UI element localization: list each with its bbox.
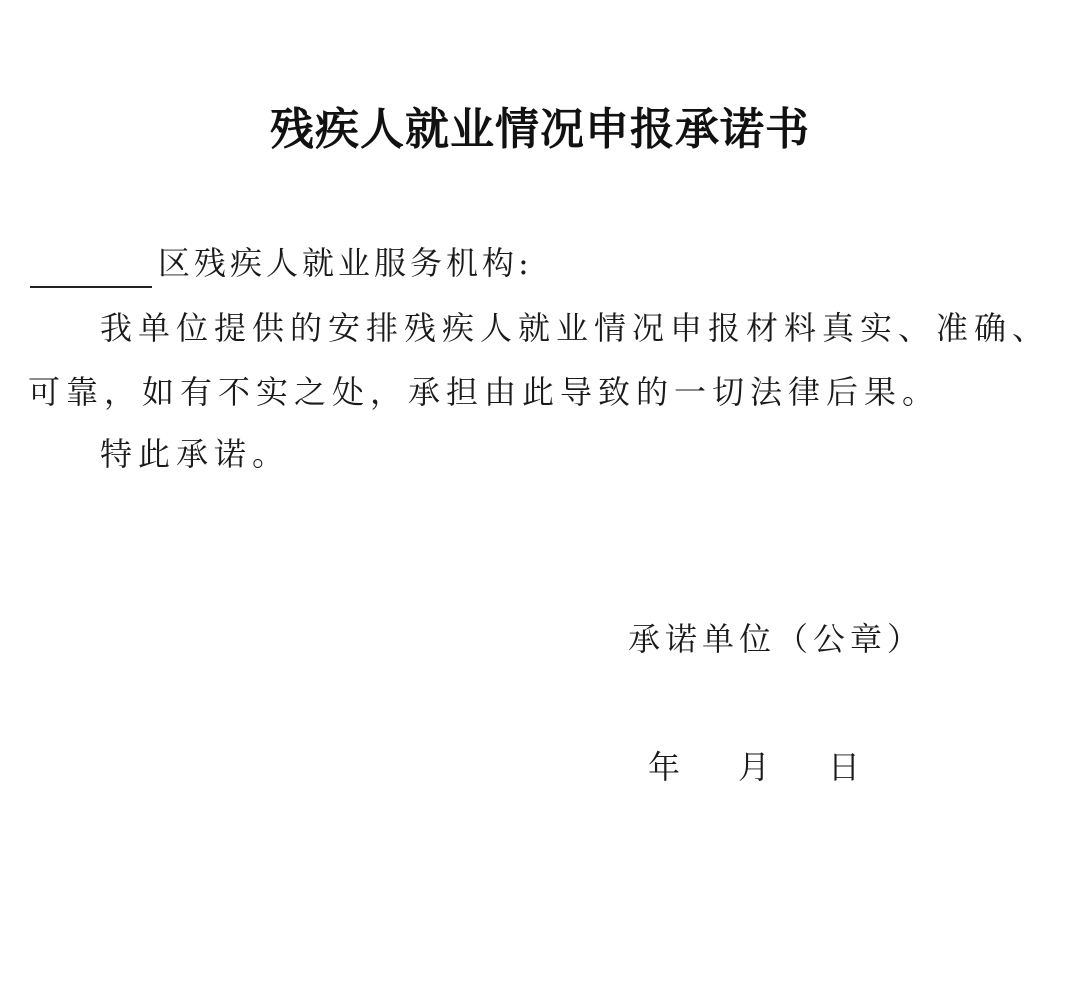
- date-day-label: 日: [828, 748, 861, 786]
- addressee-line: [30, 238, 533, 288]
- addressee-text: 区残疾人就业服务机构:: [158, 244, 533, 282]
- commitment-paragraph: 我单位提供的安排残疾人就业情况申报材料真实、准确、可靠，如有不实之处，承担由此导致的一切法律后果。: [28, 309, 1051, 411]
- date-year-label: 年: [648, 748, 681, 786]
- closing-paragraph: 特此承诺。: [100, 435, 291, 473]
- date-month-label: 月: [738, 748, 771, 786]
- district-blank-line: [30, 250, 152, 288]
- signer-label: 承诺单位（公章）: [628, 620, 925, 658]
- document-title: 残疾人就业情况申报承诺书: [270, 104, 810, 155]
